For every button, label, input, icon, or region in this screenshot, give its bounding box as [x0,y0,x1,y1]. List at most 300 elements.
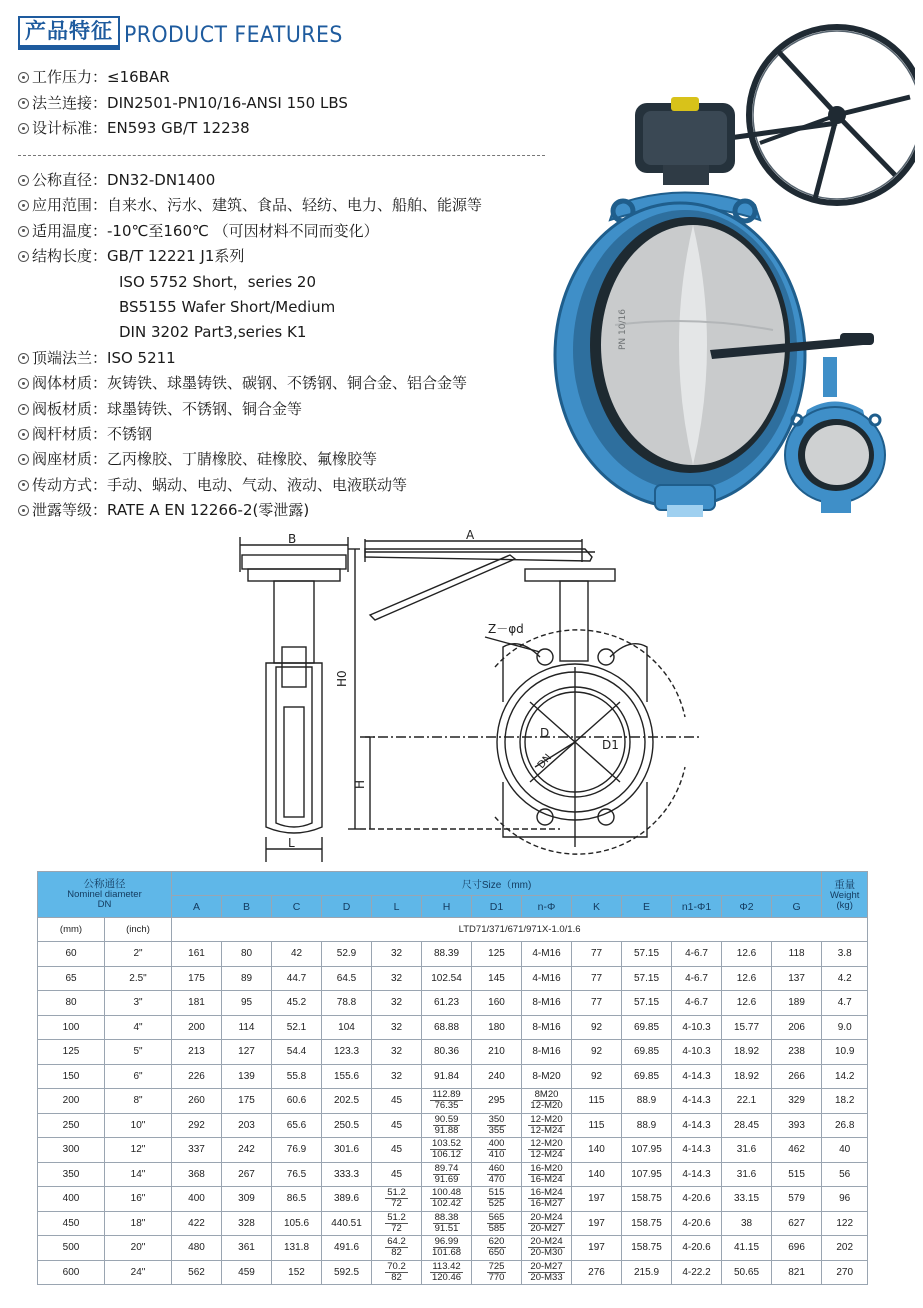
spec-item [18,171,215,189]
cell-h: 61.23 [422,991,472,1016]
dim-label-D1: D1 [602,738,619,752]
dim-label-A: A [466,528,475,542]
cell-d: 301.6 [322,1138,372,1163]
cell-phi2: 18.92 [722,1040,772,1065]
cell-a: 161 [172,942,222,967]
cell-g: 696 [772,1236,822,1261]
spec-label: 公称直径： [32,171,108,189]
bullet-icon [18,378,29,389]
table-row [38,1236,868,1261]
cell-phi2: 31.6 [722,1162,772,1187]
cell-d1: 460 470 [472,1162,522,1187]
cell-weight: 10.9 [822,1040,868,1065]
cell-k: 197 [572,1236,622,1261]
cell-n-phi: 20-M24 20-M27 [522,1211,572,1236]
cell-d: 389.6 [322,1187,372,1212]
spec-value: 乙丙橡胶、丁腈橡胶、硅橡胶、氟橡胶等 [107,450,378,469]
cell-phi2: 15.77 [722,1015,772,1040]
cell-n-phi: 12-M20 12-M24 [522,1113,572,1138]
cell-l: 32 [372,991,422,1016]
cell-b: 139 [222,1064,272,1089]
cell-h: 103.52 106.12 [422,1138,472,1163]
spec-label: 设计标准： [32,119,108,137]
cell-n-phi: 4-M16 [522,966,572,991]
cell-n1-phi1: 4-14.3 [672,1113,722,1138]
table-row [38,1015,868,1040]
cell-d: 155.6 [322,1064,372,1089]
bullet-icon [18,98,29,109]
cell-g: 462 [772,1138,822,1163]
cell-d: 52.9 [322,942,372,967]
cell-a: 200 [172,1015,222,1040]
cell-e: 107.95 [622,1138,672,1163]
cell-dn-mm: 80 [38,991,105,1016]
cell-l: 45 [372,1089,422,1114]
cell-dn-inch: 6" [105,1064,172,1089]
cell-k: 92 [572,1064,622,1089]
cell-a: 337 [172,1138,222,1163]
bullet-icon [18,72,29,83]
cell-g: 118 [772,942,822,967]
bullet-icon [18,123,29,134]
cell-phi2: 22.1 [722,1089,772,1114]
column-header: n-Φ [522,896,572,918]
cell-g: 137 [772,966,822,991]
cell-l: 64.2 82 [372,1236,422,1261]
cell-n-phi: 4-M16 [522,942,572,967]
table-row [38,1211,868,1236]
cell-k: 92 [572,1015,622,1040]
cell-weight: 3.8 [822,942,868,967]
cell-b: 242 [222,1138,272,1163]
cell-c: 60.6 [272,1089,322,1114]
cell-e: 158.75 [622,1211,672,1236]
cell-phi2: 50.65 [722,1260,772,1285]
dim-label-B: B [288,532,297,546]
dim-label-Zd: Z－φd [488,622,524,636]
spec-item [18,450,377,468]
bullet-icon [18,251,29,262]
cell-dn-mm: 250 [38,1113,105,1138]
bullet-icon [18,175,29,186]
cell-d: 123.3 [322,1040,372,1065]
cell-dn-inch: 2.5" [105,966,172,991]
spec-label: 泄露等级： [32,501,108,520]
cell-dn-inch: 16" [105,1187,172,1212]
cell-h: 88.39 [422,942,472,967]
cell-b: 127 [222,1040,272,1065]
dim-label-DN: DN [535,752,555,771]
cell-c: 44.7 [272,966,322,991]
cell-weight: 56 [822,1162,868,1187]
cell-phi2: 41.15 [722,1236,772,1261]
cell-k: 276 [572,1260,622,1285]
column-header: L [372,896,422,918]
cell-dn-inch: 3" [105,991,172,1016]
cell-n1-phi1: 4-6.7 [672,966,722,991]
cell-phi2: 12.6 [722,991,772,1016]
cell-g: 627 [772,1211,822,1236]
cell-h: 68.88 [422,1015,472,1040]
bullet-icon [18,226,29,237]
cell-phi2: 33.15 [722,1187,772,1212]
cell-dn-inch: 12" [105,1138,172,1163]
cell-k: 140 [572,1162,622,1187]
cell-n1-phi1: 4-14.3 [672,1089,722,1114]
cell-n-phi: 20-M27 20-M33 [522,1260,572,1285]
spec-item [18,247,244,265]
cell-l: 32 [372,942,422,967]
dim-label-D: D [540,726,550,740]
dim-label-H0: H0 [335,670,349,687]
cell-dn-mm: 200 [38,1089,105,1114]
cell-n1-phi1: 4-14.3 [672,1064,722,1089]
cell-c: 52.1 [272,1015,322,1040]
cell-n1-phi1: 4-20.6 [672,1211,722,1236]
cell-b: 89 [222,966,272,991]
cell-b: 328 [222,1211,272,1236]
cell-a: 213 [172,1040,222,1065]
spec-label: 法兰连接： [32,93,108,112]
cell-b: 80 [222,942,272,967]
cell-c: 86.5 [272,1187,322,1212]
cell-e: 69.85 [622,1040,672,1065]
cell-k: 77 [572,991,622,1016]
cell-c: 55.8 [272,1064,322,1089]
cell-d: 440.51 [322,1211,372,1236]
cell-k: 197 [572,1187,622,1212]
spec-label: 顶端法兰： [32,348,108,367]
spec-label: 阀板材质： [32,399,108,418]
cell-a: 181 [172,991,222,1016]
header-size: 尺寸Size（mm) [172,872,822,896]
cell-a: 480 [172,1236,222,1261]
cell-dn-inch: 2" [105,942,172,967]
cell-b: 114 [222,1015,272,1040]
cell-g: 238 [772,1040,822,1065]
cell-d1: 350 355 [472,1113,522,1138]
cell-n-phi: 8-M16 [522,1015,572,1040]
spec-value: 不锈钢 [107,425,153,443]
cell-k: 77 [572,942,622,967]
cell-phi2: 18.92 [722,1064,772,1089]
column-header: B [222,896,272,918]
handwheel-icon [715,27,915,203]
bullet-icon [18,404,29,415]
cell-dn-inch: 4" [105,1015,172,1040]
cell-c: 105.6 [272,1211,322,1236]
valve-photo [545,15,915,520]
table-row [38,966,868,991]
table-row [38,1187,868,1212]
cell-g: 266 [772,1064,822,1089]
cell-d1: 725 770 [472,1260,522,1285]
cell-d1: 160 [472,991,522,1016]
cell-g: 515 [772,1162,822,1187]
cell-n1-phi1: 4-6.7 [672,991,722,1016]
cell-dn-mm: 500 [38,1236,105,1261]
cell-l: 51.2 72 [372,1211,422,1236]
column-header: G [772,896,822,918]
cell-k: 115 [572,1113,622,1138]
cell-l: 45 [372,1113,422,1138]
spec-item [18,425,152,443]
cell-phi2: 31.6 [722,1138,772,1163]
cell-b: 361 [222,1236,272,1261]
header-nominal: 公称通径 Nominel diameter DN [38,872,172,918]
spec-label: 阀杆材质： [32,425,108,443]
spec-item [18,196,482,214]
spec-label: 传动方式： [32,475,108,494]
cell-n1-phi1: 4-14.3 [672,1138,722,1163]
title-english: PRODUCT FEATURES [124,23,343,48]
cell-c: 131.8 [272,1236,322,1261]
cell-dn-mm: 350 [38,1162,105,1187]
cell-h: 89.74 91.69 [422,1162,472,1187]
cell-d1: 400 410 [472,1138,522,1163]
large-valve-body-icon [555,193,805,518]
cell-e: 69.85 [622,1015,672,1040]
cell-dn-mm: 65 [38,966,105,991]
bullet-icon [18,200,29,211]
cell-b: 267 [222,1162,272,1187]
cell-d: 592.5 [322,1260,372,1285]
cell-d1: 295 [472,1089,522,1114]
unit-mm: (mm) [38,918,105,942]
cell-a: 292 [172,1113,222,1138]
cell-c: 42 [272,942,322,967]
dim-label-H: H [353,779,367,789]
cell-b: 95 [222,991,272,1016]
cell-dn-mm: 450 [38,1211,105,1236]
cell-weight: 14.2 [822,1064,868,1089]
cell-k: 197 [572,1211,622,1236]
cell-phi2: 28.45 [722,1113,772,1138]
spec-value: 灰铸铁、球墨铸铁、碳钢、不锈钢、铜合金、铝合金等 [107,374,468,393]
spec-top-item [18,68,170,86]
cell-e: 57.15 [622,991,672,1016]
dimension-table [37,871,868,1285]
cell-k: 77 [572,966,622,991]
cell-h: 100.48 102.42 [422,1187,472,1212]
cell-d1: 145 [472,966,522,991]
cell-dn-inch: 18" [105,1211,172,1236]
spec-top-item [18,94,348,112]
cell-a: 422 [172,1211,222,1236]
cell-phi2: 12.6 [722,942,772,967]
cell-l: 70.2 82 [372,1260,422,1285]
cell-n1-phi1: 4-20.6 [672,1187,722,1212]
cell-weight: 26.8 [822,1113,868,1138]
cell-weight: 202 [822,1236,868,1261]
spec-label: 适用温度： [32,221,108,240]
cell-c: 65.6 [272,1113,322,1138]
technical-drawing [230,527,700,867]
cell-b: 175 [222,1089,272,1114]
cell-d1: 515 525 [472,1187,522,1212]
spec-label: 工作压力： [32,68,108,86]
cell-a: 260 [172,1089,222,1114]
cell-weight: 18.2 [822,1089,868,1114]
spec-value: BS5155 Wafer Short/Medium [119,298,336,316]
cell-n1-phi1: 4-14.3 [672,1162,722,1187]
cell-dn-mm: 400 [38,1187,105,1212]
cell-h: 91.84 [422,1064,472,1089]
cell-weight: 270 [822,1260,868,1285]
cell-n-phi: 16-M20 16-M24 [522,1162,572,1187]
cell-d1: 620 650 [472,1236,522,1261]
cell-a: 226 [172,1064,222,1089]
table-row [38,1064,868,1089]
cell-k: 140 [572,1138,622,1163]
spec-value: 自来水、污水、建筑、食品、轻纺、电力、船舶、能源等 [107,196,483,215]
spec-value: ISO 5752 Short，series 20 [119,272,316,291]
cell-l: 32 [372,1064,422,1089]
cell-n-phi: 12-M20 12-M24 [522,1138,572,1163]
column-header: H [422,896,472,918]
spec-value: DIN 3202 Part3,series K1 [119,323,307,342]
cell-dn-inch: 10" [105,1113,172,1138]
cell-g: 206 [772,1015,822,1040]
cell-a: 400 [172,1187,222,1212]
column-header: K [572,896,622,918]
column-header: n1-Φ1 [672,896,722,918]
spec-item [18,222,379,240]
spec-label: 应用范围： [32,196,108,215]
cell-d: 104 [322,1015,372,1040]
spec-value: DN32-DN1400 [107,171,216,189]
cell-d1: 180 [472,1015,522,1040]
cell-weight: 9.0 [822,1015,868,1040]
cell-l: 51.2 72 [372,1187,422,1212]
cell-h: 102.54 [422,966,472,991]
cell-n1-phi1: 4-20.6 [672,1236,722,1261]
gearbox-icon [635,97,735,185]
spec-label: 结构长度： [32,247,108,266]
cell-c: 54.4 [272,1040,322,1065]
cell-dn-mm: 300 [38,1138,105,1163]
cell-c: 152 [272,1260,322,1285]
cell-c: 76.9 [272,1138,322,1163]
cell-g: 189 [772,991,822,1016]
cell-h: 96.99 101.68 [422,1236,472,1261]
bullet-icon [18,454,29,465]
cell-l: 45 [372,1138,422,1163]
title-chinese: 产品特征 [18,16,120,50]
cell-e: 215.9 [622,1260,672,1285]
cell-d: 78.8 [322,991,372,1016]
cell-d: 64.5 [322,966,372,991]
cell-c: 76.5 [272,1162,322,1187]
table-row [38,1162,868,1187]
cell-h: 90.59 91.88 [422,1113,472,1138]
cell-e: 107.95 [622,1162,672,1187]
spec-value: ISO 5211 [107,348,176,367]
column-header: D1 [472,896,522,918]
table-unit-row [38,918,868,942]
cell-weight: 122 [822,1211,868,1236]
cell-a: 175 [172,966,222,991]
cell-weight: 40 [822,1138,868,1163]
cell-d1: 240 [472,1064,522,1089]
cell-k: 115 [572,1089,622,1114]
table-row [38,1260,868,1285]
table-row [38,942,868,967]
cell-dn-mm: 150 [38,1064,105,1089]
spec-value: RATE A EN 12266-2(零泄露) [107,501,310,520]
cell-d1: 125 [472,942,522,967]
cell-a: 562 [172,1260,222,1285]
spec-value: -10℃至160℃ （可因材料不同而变化） [107,221,379,240]
spec-item [18,349,176,367]
cell-l: 32 [372,1015,422,1040]
cell-c: 45.2 [272,991,322,1016]
cell-n1-phi1: 4-10.3 [672,1015,722,1040]
cell-n-phi: 20-M24 20-M30 [522,1236,572,1261]
page-header [18,16,359,50]
table-row [38,1113,868,1138]
cell-g: 579 [772,1187,822,1212]
spec-item [18,400,302,418]
cell-b: 203 [222,1113,272,1138]
cell-e: 57.15 [622,942,672,967]
bullet-icon [18,353,29,364]
table-row [38,1138,868,1163]
bullet-icon [18,429,29,440]
cell-b: 309 [222,1187,272,1212]
dim-label-L: L [288,836,295,850]
column-header: Φ2 [722,896,772,918]
cell-l: 45 [372,1162,422,1187]
cell-dn-inch: 24" [105,1260,172,1285]
header-weight: 重量 Weight (kg) [822,872,868,918]
cell-e: 158.75 [622,1236,672,1261]
spec-item [18,374,467,392]
cell-a: 368 [172,1162,222,1187]
cell-h: 88.38 91.51 [422,1211,472,1236]
spec-value: 球墨铸铁、不锈钢、铜合金等 [107,399,303,418]
cell-l: 32 [372,966,422,991]
cell-d: 333.3 [322,1162,372,1187]
table-row [38,991,868,1016]
cell-weight: 4.2 [822,966,868,991]
cell-d: 202.5 [322,1089,372,1114]
spec-value: ≤16BAR [107,68,170,86]
cell-n1-phi1: 4-22.2 [672,1260,722,1285]
cell-dn-mm: 600 [38,1260,105,1285]
cell-e: 158.75 [622,1187,672,1212]
cell-dn-inch: 8" [105,1089,172,1114]
cell-dn-inch: 20" [105,1236,172,1261]
bullet-icon [18,480,29,491]
cell-phi2: 12.6 [722,966,772,991]
dashed-divider [18,155,545,156]
cell-d1: 210 [472,1040,522,1065]
column-header: E [622,896,672,918]
cell-phi2: 38 [722,1211,772,1236]
plate-mark: PN 10/16 [618,309,628,350]
cell-n-phi: 8-M16 [522,991,572,1016]
spec-item [18,501,309,519]
cell-n-phi: 16-M24 16-M27 [522,1187,572,1212]
column-header: A [172,896,222,918]
cell-n-phi: 8M20 12-M20 [522,1089,572,1114]
unit-inch: (inch) [105,918,172,942]
spec-label: 阀座材质： [32,450,108,469]
cell-h: 113.42 120.46 [422,1260,472,1285]
cell-d: 250.5 [322,1113,372,1138]
cell-b: 459 [222,1260,272,1285]
